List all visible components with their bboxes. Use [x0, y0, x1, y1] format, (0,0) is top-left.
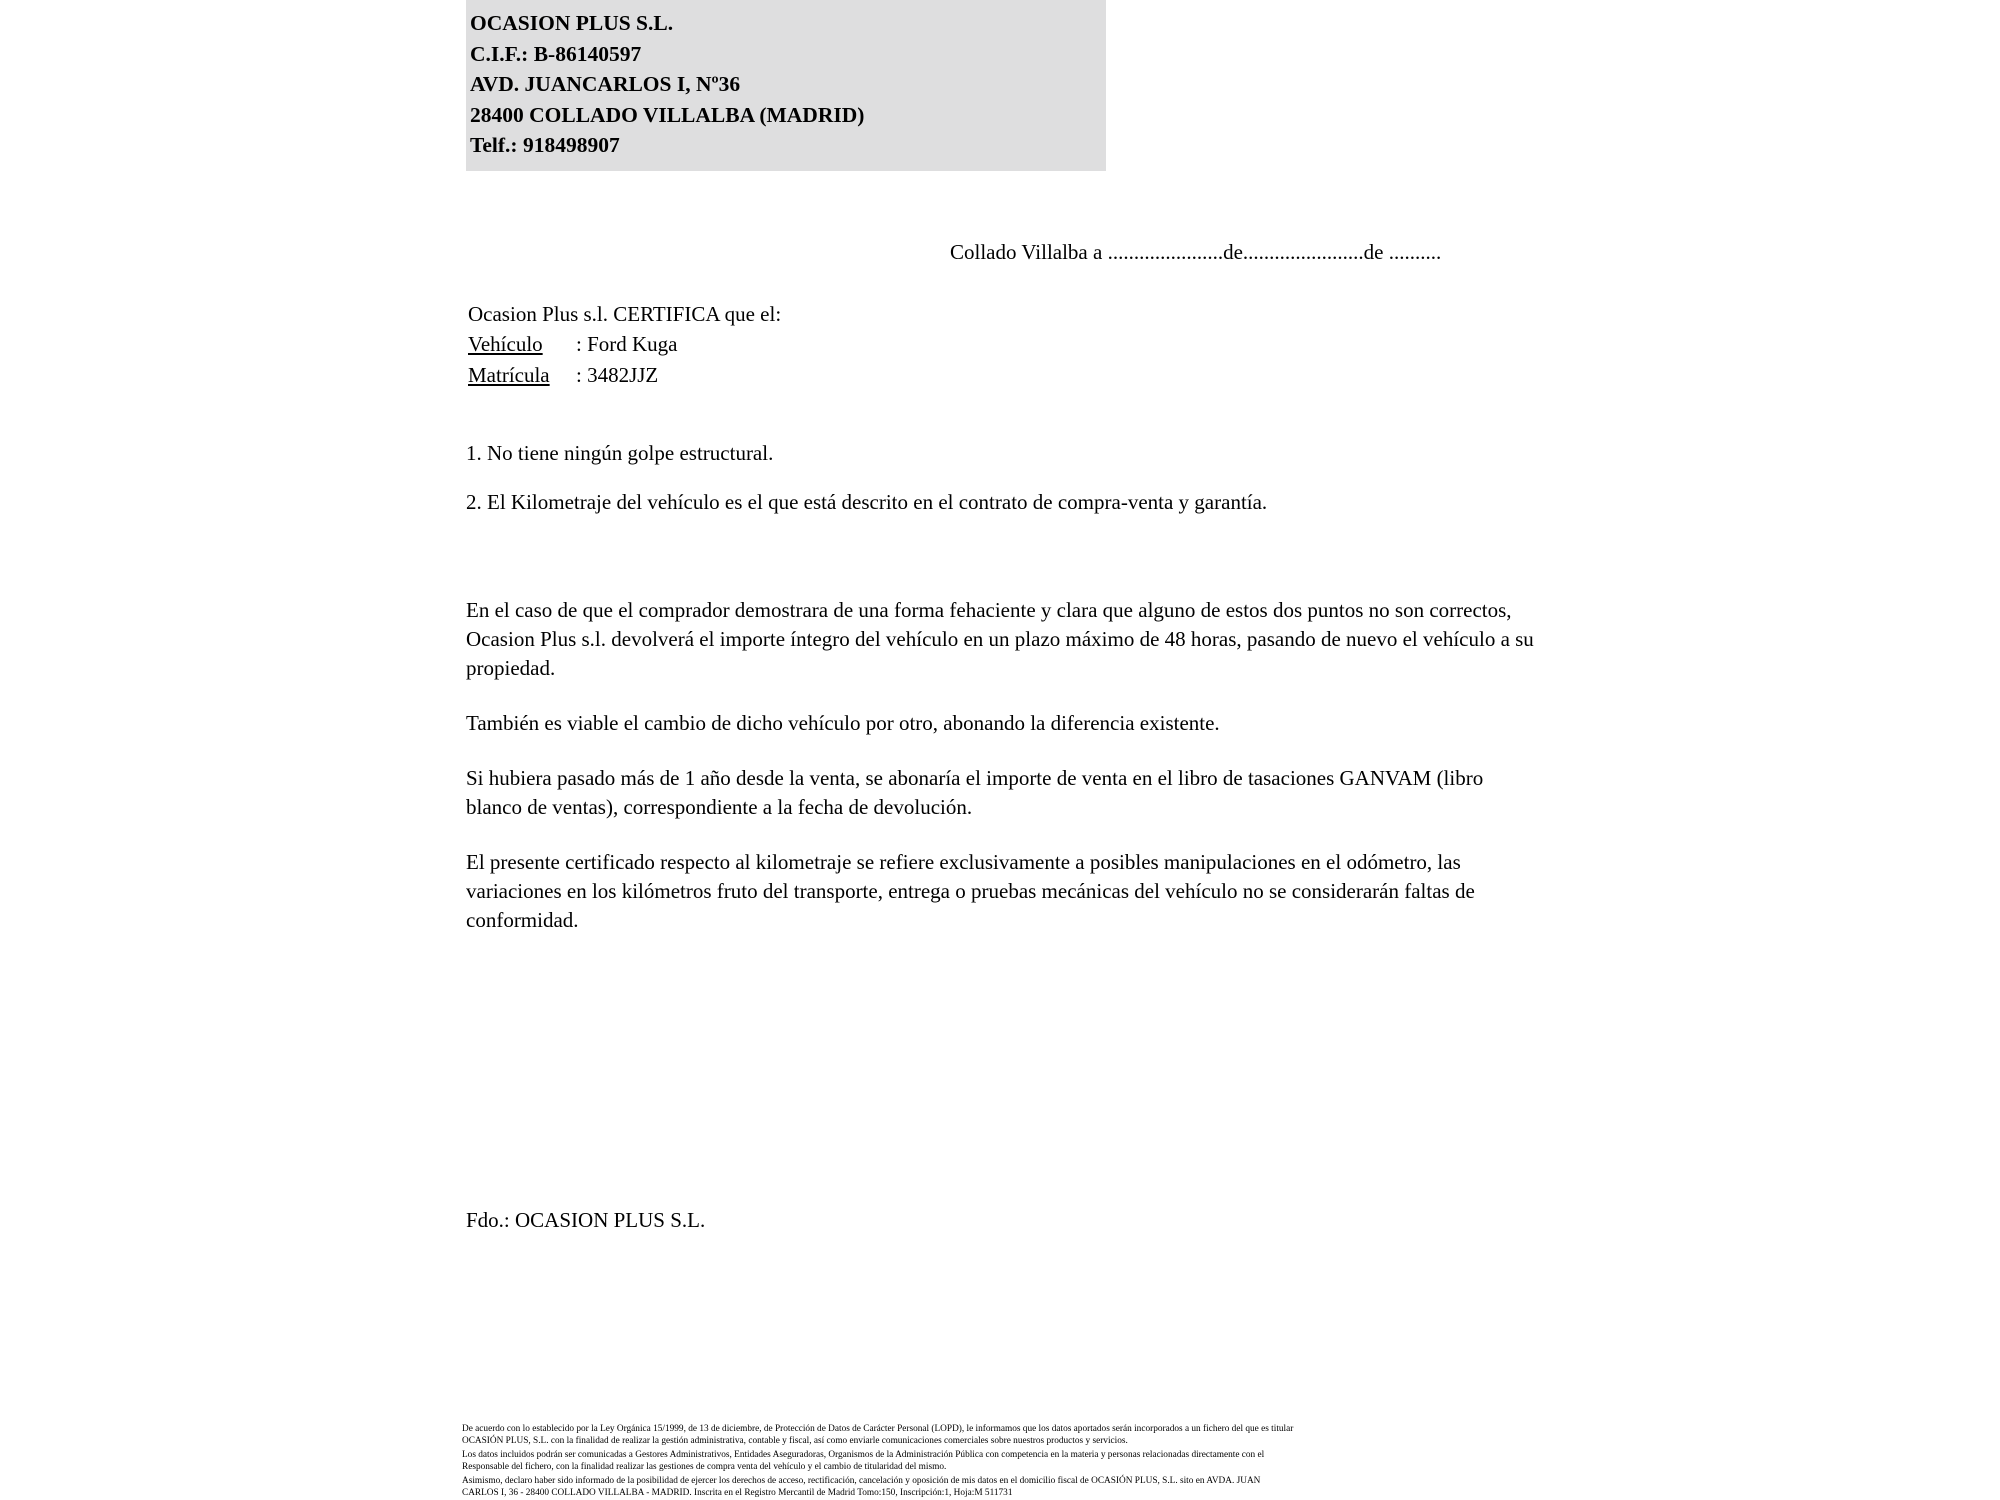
paragraph-exchange-option: También es viable el cambio de dicho vehículo por otro, abonando la diferencia existente.	[466, 710, 1220, 735]
vehicle-row	[468, 330, 1541, 358]
legal-notice	[462, 1424, 1547, 1500]
vehicle-value: : Ford Kuga	[576, 332, 678, 357]
company-address: AVD. JUANCARLOS I, Nº36	[470, 72, 741, 97]
document-body	[466, 300, 1541, 961]
letterhead-block	[466, 0, 1106, 171]
plate-label: Matrícula	[468, 362, 550, 387]
spacer	[466, 538, 1541, 596]
signature-line: Fdo.: OCASION PLUS S.L.	[466, 1208, 706, 1232]
certify-point-2: 2. El Kilometraje del vehículo es el que está descrito en el contrato de compra-venta y garantía.	[466, 490, 1268, 515]
company-name: OCASION PLUS S.L.	[470, 11, 674, 35]
plate-value: : 3482JJZ	[576, 362, 659, 387]
legal-line-3: Los datos incluidos podrán ser comunicadas a Gestores Administrativos, Entidades Aseguradoras, Organismos de la Administración Pública con competencia en la materia y personas relacionadas directamente con el	[462, 1450, 1265, 1461]
legal-line-6: CARLOS I, 36 - 28400 COLLADO VILLALBA - MADRID. Inscrita en el Registro Mercantil de Madrid Tomo:150, Inscripción:1, Hoja:M 511731	[462, 1487, 1013, 1498]
legal-line-2: OCASIÓN PLUS, S.L. con la finalidad de realizar la gestión administrativa, contable y fiscal, así como enviarle comunicaciones comerciales sobre nuestros productos y servicios.	[462, 1435, 1128, 1446]
paragraph-odometer-scope: El presente certificado respecto al kilometraje se refiere exclusivamente a posibles manipulaciones en el odómetro, las variaciones en los kilómetros fruto del transporte, entrega o pruebas mecánicas del vehículo no se considerarán faltas de conformidad.	[466, 849, 1475, 932]
legal-line-5: Asimismo, declaro haber sido informado de la posibilidad de ejercer los derechos de acceso, rectificación, cancelación y oposición de mis datos en el domicilio fiscal de OCASIÓN PLUS, S.L. sito en AVDA. JUAN	[462, 1476, 1261, 1487]
date-line: Collado Villalba a ......................de.......................de ..........	[950, 240, 1442, 264]
plate-row	[468, 361, 1541, 389]
spacer	[466, 391, 1541, 439]
paragraph-after-one-year: Si hubiera pasado más de 1 año desde la venta, se abonaría el importe de venta en el libro de tasaciones GANVAM (libro blanco de ventas), correspondiente a la fecha de devolución.	[466, 765, 1484, 819]
company-phone: Telf.: 918498907	[470, 133, 620, 158]
paragraph-refund-terms: En el caso de que el comprador demostrara de una forma fehaciente y clara que alguno de estos dos puntos no son correctos, Ocasion Plus s.l. devolverá el importe íntegro del vehículo en un plazo máximo de 48 horas, pasando de nuevo el vehículo a su propiedad.	[466, 597, 1534, 680]
certifies-intro: Ocasion Plus s.l. CERTIFICA que el:	[468, 302, 782, 326]
company-cif: C.I.F.: B-86140597	[470, 41, 642, 66]
certify-point-1: 1. No tiene ningún golpe estructural.	[466, 441, 774, 466]
legal-line-4: Responsable del fichero, con la finalidad realizar las gestiones de compra venta del vehículo y el cambio de titularidad del mismo.	[462, 1461, 947, 1472]
company-city: 28400 COLLADO VILLALBA (MADRID)	[470, 102, 865, 127]
vehicle-label: Vehículo	[468, 332, 543, 357]
legal-line-1: De acuerdo con lo establecido por la Ley Orgánica 15/1999, de 13 de diciembre, de Protección de Datos de Carácter Personal (LOPD), le informamos que los datos aportados serán incorporados a un fichero del que es titular	[462, 1424, 1294, 1434]
